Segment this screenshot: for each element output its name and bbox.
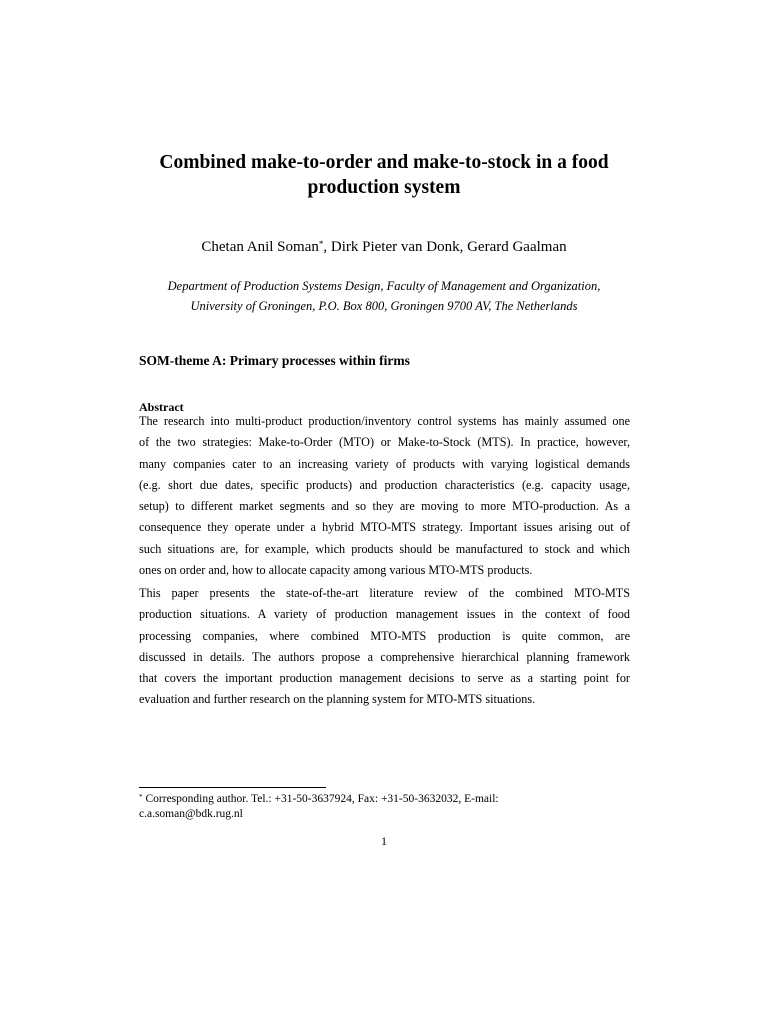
theme-heading: SOM-theme A: Primary processes within firms: [139, 353, 410, 368]
text-line: processing companies, where combined MTO-MTS production is quite common, are: [139, 628, 630, 643]
footnote-contact: Corresponding author. Tel.: +31-50-3637924, Fax: +31-50-3632032, E-mail:: [145, 793, 499, 805]
footnote-marker: *: [139, 793, 143, 801]
page-number: 1: [381, 834, 387, 848]
text-line: The research into multi-product production/inventory control systems has mainly assumed one: [139, 414, 630, 428]
footnote-line: [139, 792, 639, 807]
author-name: Chetan Anil Soman: [201, 239, 319, 255]
title-line: Combined make-to-order and make-to-stock in a food: [159, 152, 609, 173]
author-list: [100, 237, 668, 257]
footnote: [139, 792, 639, 822]
text-line: setup) to different market segments and so they are moving to more MTO-production. As a: [139, 499, 630, 514]
text-line: that covers the important production management decisions to serve as a starting point for: [139, 671, 630, 686]
abstract-heading: Abstract: [139, 400, 184, 414]
text-line: ones on order and, how to allocate capacity among various MTO-MTS products.: [139, 563, 533, 578]
paper-title: [120, 150, 648, 200]
text-line: (e.g. short due dates, specific products) and production characteristics (e.g. capacity usage,: [139, 477, 630, 492]
abstract-paragraph-1: [139, 411, 630, 581]
text-line: discussed in details. The authors propose a comprehensive hierarchical planning framework: [139, 649, 630, 664]
corresponding-author-marker: *: [318, 239, 324, 249]
footnote-divider: [139, 787, 326, 788]
affiliation-line: University of Groningen, P.O. Box 800, Groningen 9700 AV, The Netherlands: [190, 299, 578, 313]
abstract-paragraph-2: [139, 583, 630, 711]
text-line: consequence they operate under a hybrid MTO-MTS strategy. Important issues arising out of: [139, 520, 630, 535]
footnote-email: c.a.soman@bdk.rug.nl: [139, 808, 243, 820]
text-line: production situations. A variety of production management issues in the context of food: [139, 607, 630, 622]
text-line: This paper presents the state-of-the-art literature review of the combined MTO-MTS: [139, 586, 630, 600]
text-line: such situations are, for example, which products should be manufactured to stock and which: [139, 541, 630, 556]
text-line: evaluation and further research on the planning system for MTO-MTS situations.: [139, 692, 536, 707]
author-names-rest: , Dirk Pieter van Donk, Gerard Gaalman: [323, 239, 567, 255]
title-line: production system: [307, 177, 461, 198]
text-line: many companies cater to an increasing variety of products with varying logistical demands: [139, 456, 630, 471]
text-line: of the two strategies: Make-to-Order (MTO) or Make-to-Stock (MTS). In practice, however,: [139, 435, 630, 450]
affiliation: [100, 276, 668, 316]
affiliation-line: Department of Production Systems Design, Faculty of Management and Organization,: [167, 279, 601, 293]
